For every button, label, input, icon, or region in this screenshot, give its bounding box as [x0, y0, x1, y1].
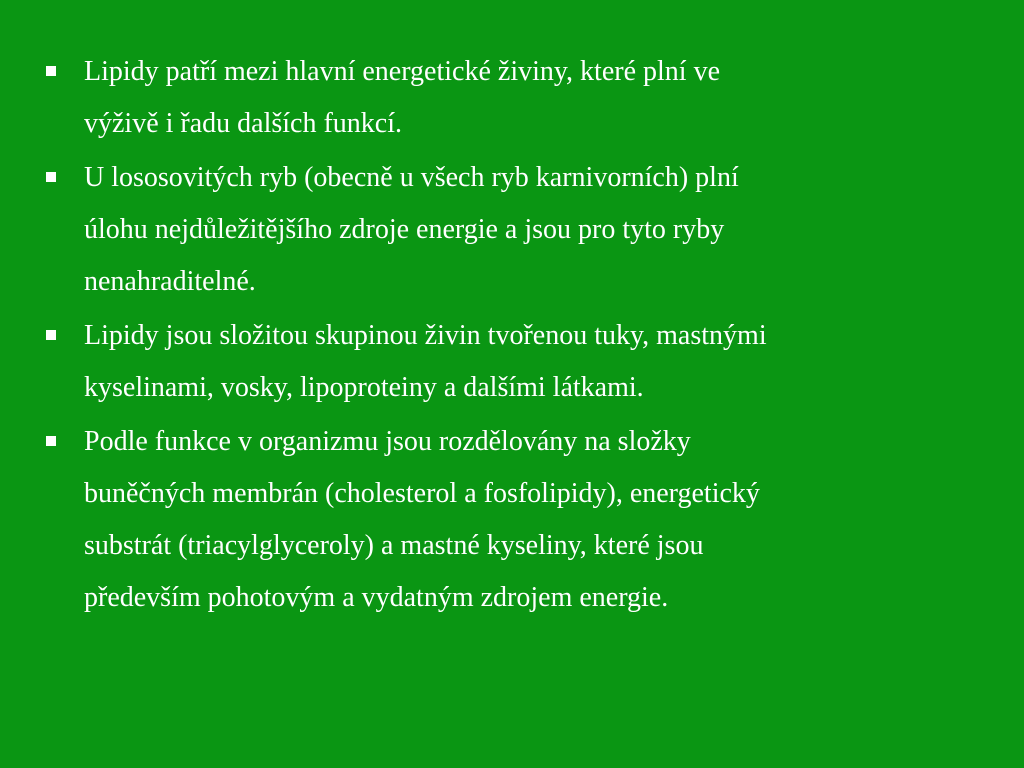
bullet-text-line: U lososovitých ryb (obecně u všech ryb karnivorních) plní	[84, 162, 739, 193]
square-bullet-icon	[46, 172, 56, 182]
bullet-text-line: především pohotovým a vydatným zdrojem energie.	[84, 582, 669, 613]
square-bullet-icon	[46, 436, 56, 446]
bullet-text-line: substrát (triacylglyceroly) a mastné kyseliny, které jsou	[84, 530, 704, 561]
square-bullet-icon	[46, 330, 56, 340]
bullet-item	[46, 46, 934, 150]
bullet-text-line: úlohu nejdůležitějšího zdroje energie a jsou pro tyto ryby	[84, 214, 725, 245]
bullet-text-line: Podle funkce v organizmu jsou rozdělovány na složky	[84, 426, 691, 457]
bullet-text-line: nenahraditelné.	[84, 266, 256, 297]
bullet-text-line: výživě i řadu dalších funkcí.	[84, 108, 403, 139]
bullet-text-line: kyselinami, vosky, lipoproteiny a dalšími látkami.	[84, 372, 644, 403]
bullet-item	[46, 310, 934, 414]
bullet-item	[46, 152, 934, 308]
square-bullet-icon	[46, 66, 56, 76]
bullet-text-line: buněčných membrán (cholesterol a fosfolipidy), energetický	[84, 478, 760, 509]
bullet-text-line: Lipidy jsou složitou skupinou živin tvořenou tuky, mastnými	[84, 320, 767, 351]
bullet-item	[46, 416, 934, 624]
bullet-list	[46, 46, 934, 624]
bullet-text-line: Lipidy patří mezi hlavní energetické živiny, které plní ve	[84, 56, 721, 87]
